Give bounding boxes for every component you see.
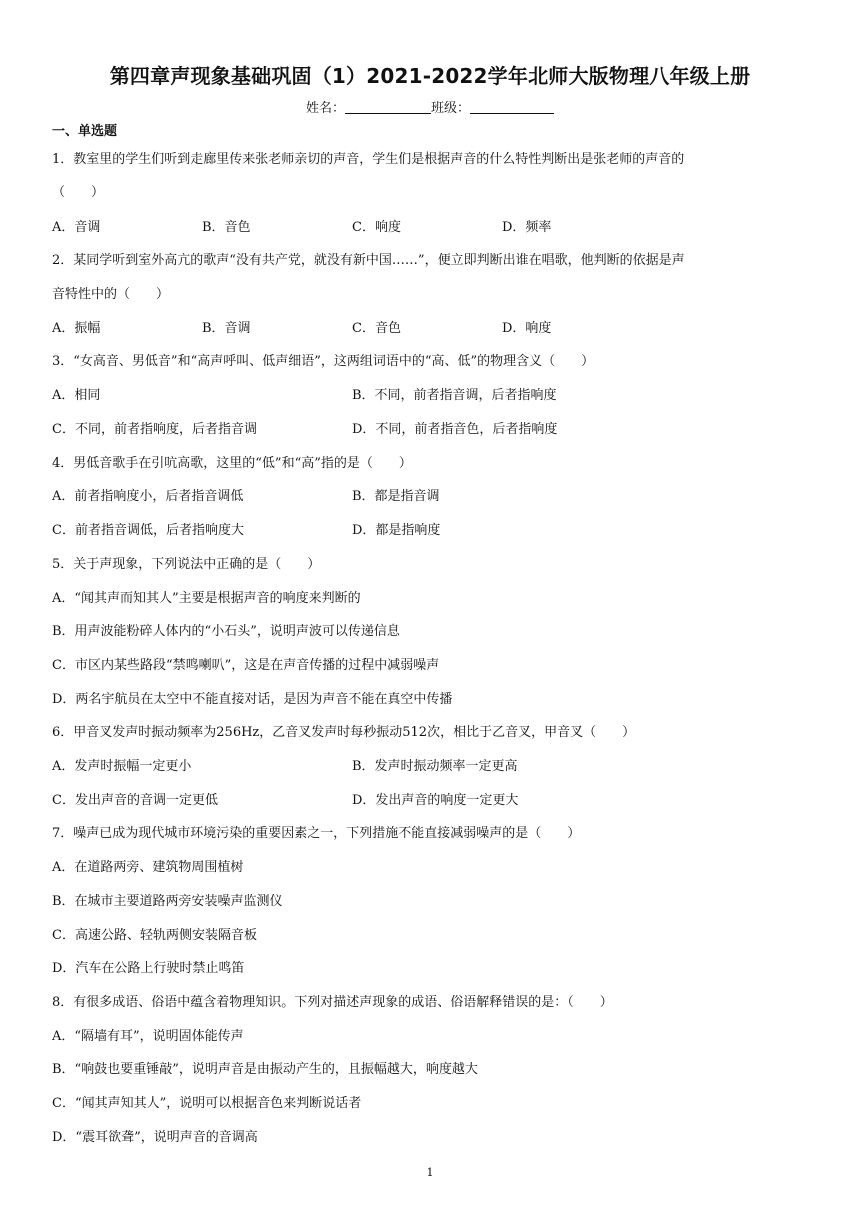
question-4-option-c: C．前者指音调低，后者指响度大	[52, 523, 244, 538]
name-blank[interactable]	[345, 99, 431, 114]
question-6-stem: 6．甲音叉发声时振动频率为256Hz，乙音叉发声时每秒振动512次，相比于乙音叉，甲音叉（ ）	[52, 725, 636, 740]
question-2-option-c: C．音色	[352, 321, 401, 336]
question-8-stem: 8．有很多成语、俗语中蕴含着物理知识。下列对描述声现象的成语、俗语解释错误的是：（ ）	[52, 995, 613, 1010]
question-5-option-d: D．两名宇航员在太空中不能直接对话，是因为声音不能在真空中传播	[52, 692, 453, 707]
question-1-option-b: B．音色	[202, 220, 251, 235]
question-7-option-c: C．高速公路、轻轨两侧安装隔音板	[52, 928, 257, 943]
question-5-option-a: A．“闻其声而知其人”主要是根据声音的响度来判断的	[52, 591, 361, 606]
question-2-option-b: B．音调	[202, 321, 251, 336]
question-3-option-c: C．不同，前者指响度，后者指音调	[52, 422, 257, 437]
question-2-option-d: D．响度	[502, 321, 552, 336]
question-6-option-a: A．发声时振幅一定更小	[52, 759, 192, 774]
question-2-stem-line-1: 2．某同学听到室外高亢的歌声“没有共产党，就没有新中国……”，便立即判断出谁在唱歌，他判断的依据是声	[52, 253, 685, 268]
question-6-option-c: C．发出声音的音调一定更低	[52, 793, 218, 808]
page-number: 1	[426, 1166, 434, 1179]
question-8-option-a: A．“隔墙有耳”，说明固体能传声	[52, 1029, 244, 1044]
question-1-option-a: A．音调	[52, 220, 101, 235]
question-4-option-d: D．都是指响度	[352, 523, 441, 538]
question-7-option-d: D．汽车在公路上行驶时禁止鸣笛	[52, 961, 245, 976]
question-3-option-d: D．不同，前者指音色，后者指响度	[352, 422, 558, 437]
class-blank[interactable]	[470, 99, 554, 114]
class-label: 班级：	[431, 101, 471, 116]
question-8-option-c: C．“闻其声知其人”，说明可以根据音色来判断说话者	[52, 1096, 362, 1111]
question-5-option-b: B．用声波能粉碎人体内的“小石头”，说明声波可以传递信息	[52, 624, 400, 639]
question-2-option-a: A．振幅	[52, 321, 101, 336]
question-6-option-d: D．发出声音的响度一定更大	[352, 793, 519, 808]
question-4-option-a: A．前者指响度小，后者指音调低	[52, 489, 244, 504]
question-3-option-a: A．相同	[52, 388, 101, 403]
student-info-line	[0, 99, 860, 119]
question-1-option-d: D．频率	[502, 220, 552, 235]
question-8-option-b: B．“响鼓也要重锤敲”，说明声音是由振动产生的，且振幅越大，响度越大	[52, 1062, 478, 1077]
question-7-stem: 7．噪声已成为现代城市环境污染的重要因素之一，下列措施不能直接减弱噪声的是（ ）	[52, 826, 581, 841]
question-1-stem-line-2: （ ）	[52, 185, 105, 200]
question-4-option-b: B．都是指音调	[352, 489, 440, 504]
question-3-option-b: B．不同，前者指音调，后者指响度	[352, 388, 557, 403]
question-7-option-a: A．在道路两旁、建筑物周围植树	[52, 860, 244, 875]
question-8-option-d: D．“震耳欲聋”，说明声音的音调高	[52, 1130, 258, 1145]
section-heading: 一、单选题	[52, 124, 118, 139]
question-5-stem: 5．关于声现象，下列说法中正确的是（ ）	[52, 557, 321, 572]
question-4-stem: 4．男低音歌手在引吭高歌，这里的“低”和“高”指的是（ ）	[52, 456, 412, 471]
name-label: 姓名：	[305, 101, 345, 116]
page-title: 第四章声现象基础巩固（1）2021-2022学年北师大版物理八年级上册	[109, 64, 751, 88]
question-1-option-c: C．响度	[352, 220, 401, 235]
question-3-stem: 3．“女高音、男低音”和“高声呼叫、低声细语”，这两组词语中的“高、低”的物理含义（ ）	[52, 354, 595, 369]
question-6-option-b: B．发声时振动频率一定更高	[352, 759, 518, 774]
question-7-option-b: B．在城市主要道路两旁安装噪声监测仪	[52, 894, 283, 909]
question-5-option-c: C．市区内某些路段“禁鸣喇叭”，这是在声音传播的过程中减弱噪声	[52, 658, 440, 673]
question-2-stem-line-2: 音特性中的（ ）	[52, 287, 170, 302]
question-1-stem-line-1: 1．教室里的学生们听到走廊里传来张老师亲切的声音，学生们是根据声音的什么特性判断出是张老师的声音的	[52, 152, 685, 167]
